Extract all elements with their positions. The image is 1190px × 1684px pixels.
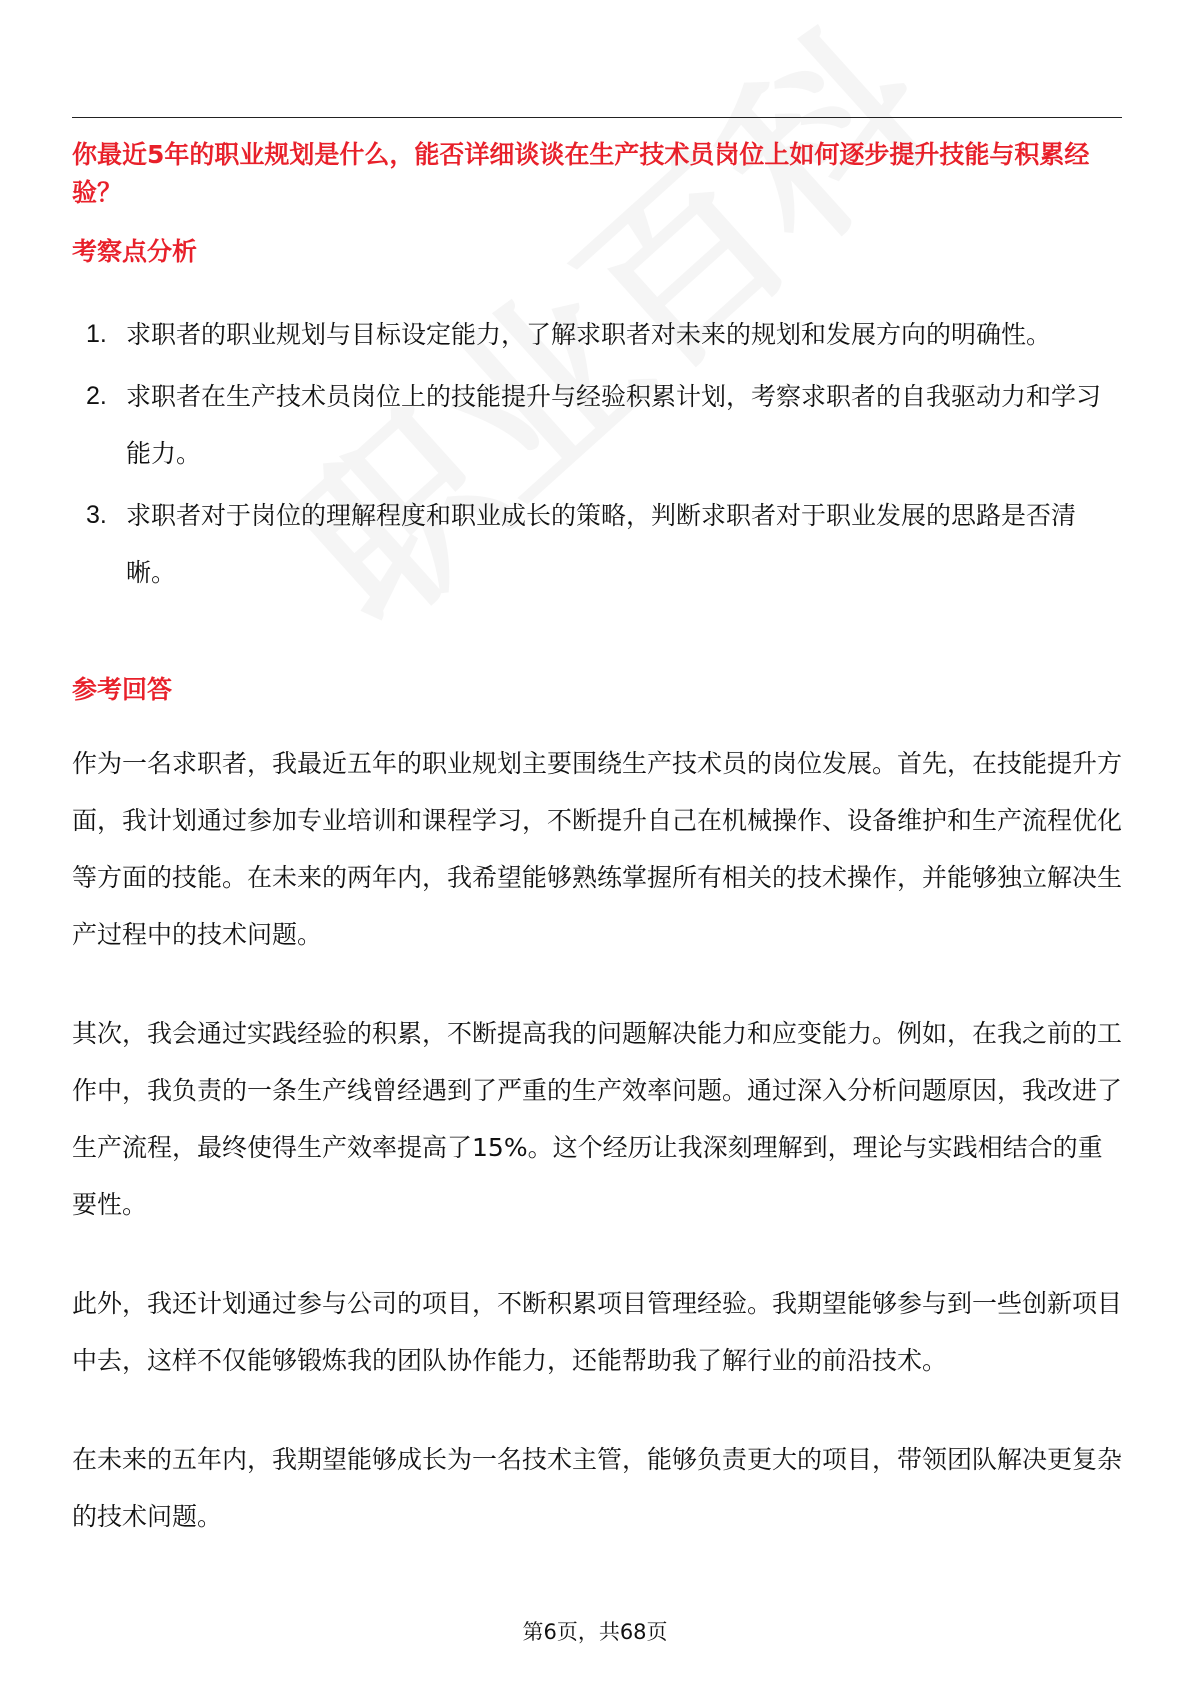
analysis-item	[72, 487, 1122, 601]
analysis-list	[72, 306, 1122, 606]
analysis-heading: 考察点分析	[72, 237, 198, 266]
item-number: 2.	[86, 382, 107, 410]
page-number: 第6页，共68页	[522, 1620, 668, 1644]
answer-body	[72, 735, 1122, 1587]
item-text: 求职者的职业规划与目标设定能力，了解求职者对未来的规划和发展方向的明确性。	[126, 320, 1052, 349]
answer-paragraph: 在未来的五年内，我期望能够成长为一名技术主管，能够负责更大的项目，带领团队解决更复杂的技术问题。	[72, 1445, 1123, 1531]
item-number: 3.	[86, 501, 107, 529]
question-title: 你最近5年的职业规划是什么，能否详细谈谈在生产技术员岗位上如何逐步提升技能与积累经验？	[72, 140, 1090, 207]
item-text: 求职者在生产技术员岗位上的技能提升与经验积累计划，考察求职者的自我驱动力和学习能力。	[126, 382, 1102, 468]
document-page	[72, 0, 1122, 1684]
answer-paragraph: 此外，我还计划通过参与公司的项目，不断积累项目管理经验。我期望能够参与到一些创新项目中去，这样不仅能够锻炼我的团队协作能力，还能帮助我了解行业的前沿技术。	[72, 1289, 1123, 1375]
answer-paragraph: 作为一名求职者，我最近五年的职业规划主要围绕生产技术员的岗位发展。首先，在技能提升方面，我计划通过参加专业培训和课程学习，不断提升自己在机械操作、设备维护和生产流程优化等方面的技能。在未来的两年内，我希望能够熟练掌握所有相关的技术操作，并能够独立解决生产过程中的技术问题。	[72, 749, 1123, 949]
item-number: 1.	[86, 320, 107, 348]
analysis-item	[72, 306, 1122, 363]
answer-paragraph: 其次，我会通过实践经验的积累，不断提高我的问题解决能力和应变能力。例如，在我之前的工作中，我负责的一条生产线曾经遇到了严重的生产效率问题。通过深入分析问题原因，我改进了生产流程，最终使得生产效率提高了15%。这个经历让我深刻理解到，理论与实践相结合的重要性。	[72, 1019, 1123, 1219]
item-text: 求职者对于岗位的理解程度和职业成长的策略，判断求职者对于职业发展的思路是否清晰。	[126, 501, 1077, 587]
answer-heading: 参考回答	[72, 675, 173, 704]
analysis-item	[72, 368, 1122, 482]
top-divider	[72, 117, 1122, 118]
